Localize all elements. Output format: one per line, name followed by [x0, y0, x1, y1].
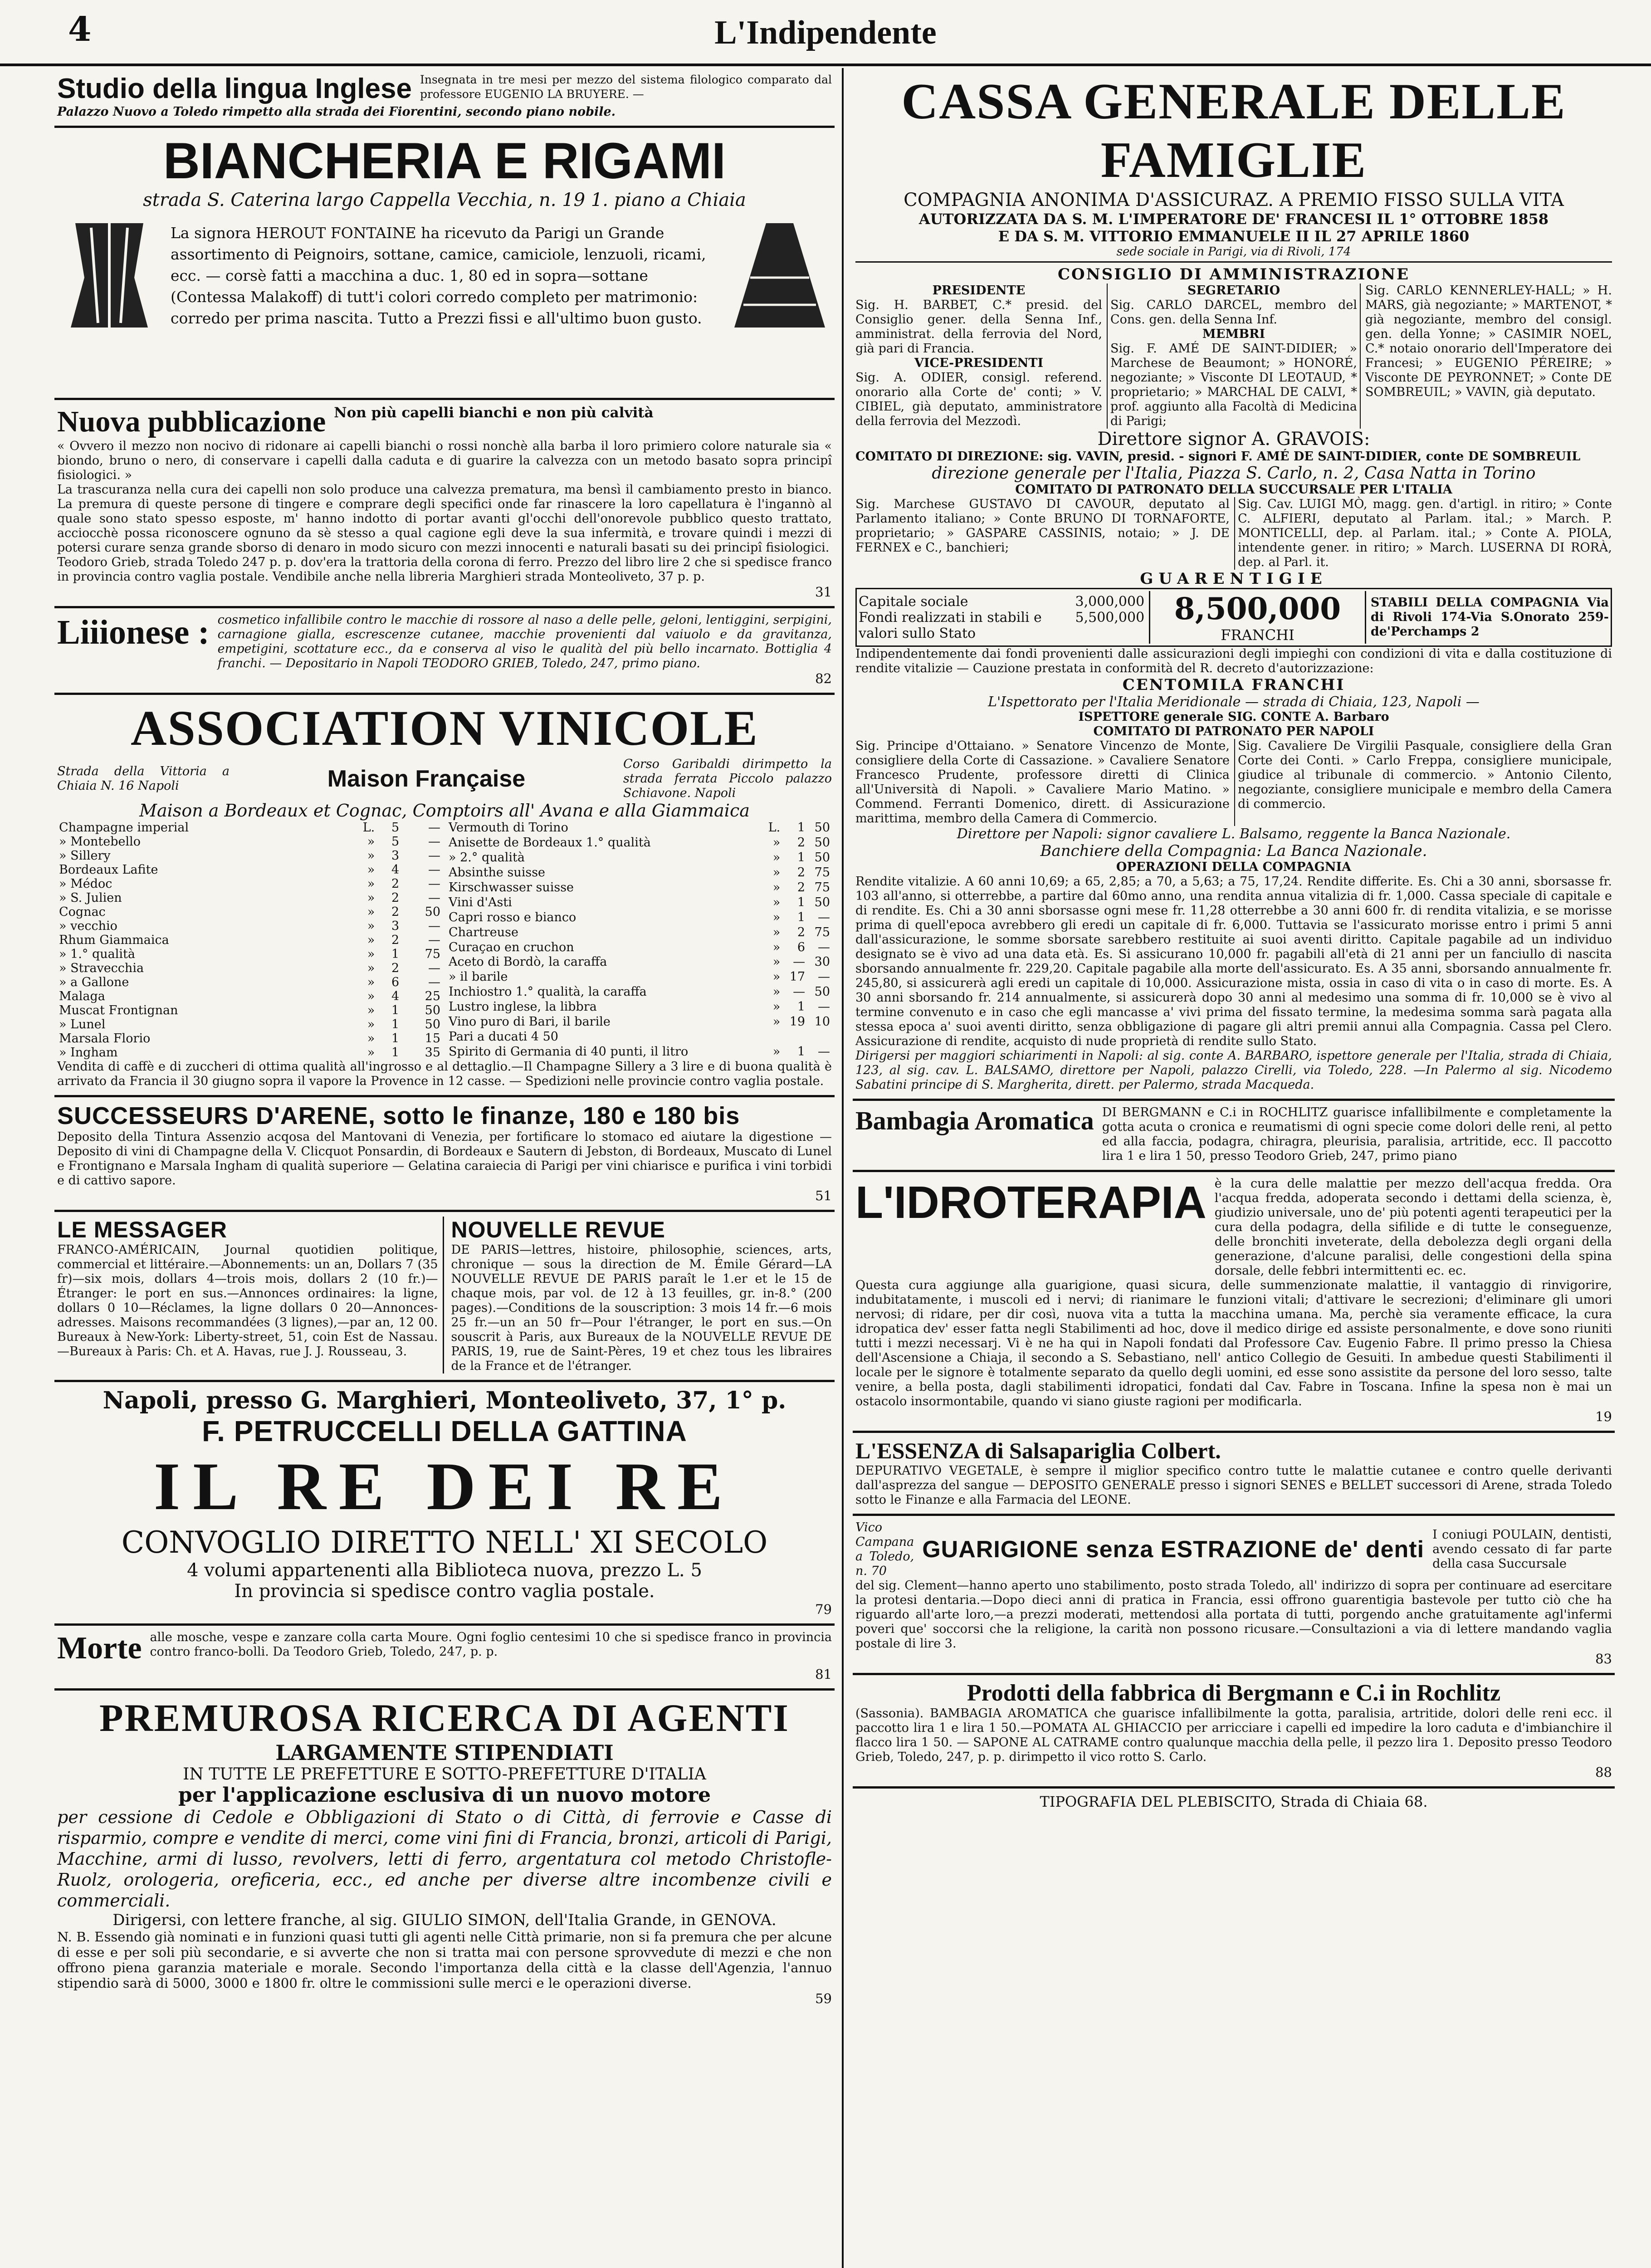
wine-price-cell: —	[818, 940, 830, 954]
ad-text: per cessione di Cedole e Obbligazioni di Stato o di Città, di ferrovie e Casse di risparmio, compre e vendite di merci, come vini fini di Francia, bronzi, articoli di Parigi, Macchine, armi di lusso, revolvers, letti di ferro, argentatura col metodo Christofle-Ruolz, orologeria, oreficeria, ecc., ed anche per diverse altre incombenze civili e commerciali.	[57, 1807, 832, 1911]
wine-price-cell: 50	[814, 835, 830, 850]
naples-director: Direttore per Napoli: signor cavaliere L. Balsamo, reggente la Banca Nazionale.	[957, 826, 1511, 842]
wine-price-cell: »	[367, 1031, 375, 1046]
ad-title: Morte	[57, 1631, 142, 1666]
wine-price-cell: 50	[814, 985, 830, 999]
wine-price-row	[447, 910, 832, 925]
wine-price-cell: 2	[391, 905, 400, 919]
secretary-heading: SEGRETARIO	[1187, 284, 1280, 298]
wine-price-row	[447, 1045, 832, 1060]
wine-price-row	[57, 1003, 442, 1017]
wine-price-cell: »	[772, 895, 781, 909]
secretary-text: Sig. CARLO DARCEL, membro del Cons. gen. della Senna Inf.	[1110, 298, 1357, 327]
funds-label: Fondi realizzati in stabili e valori sullo Stato	[859, 609, 1042, 641]
wine-name: Chartreuse	[449, 925, 519, 939]
ad-liliionese	[54, 608, 835, 695]
wine-name: » il barile	[449, 970, 508, 984]
ad-title: ASSOCIATION VINICOLE	[131, 700, 758, 756]
wine-price-row	[57, 989, 442, 1003]
wine-price-cell	[807, 1030, 832, 1045]
wine-price-row	[57, 821, 442, 835]
province-line: In provincia si spedisce contro vaglia postale.	[234, 1581, 655, 1602]
capital-label: Capitale sociale	[859, 593, 968, 610]
wine-price-row	[447, 1015, 832, 1030]
wine-price-row	[447, 985, 832, 1000]
ad-guarigione	[853, 1516, 1615, 1675]
wine-price-cell: 1	[391, 1046, 400, 1060]
wine-price-cell	[762, 1030, 782, 1045]
ad-line-3: per l'applicazione esclusiva di un nuovo motore	[178, 1784, 711, 1807]
wine-name: Absinthe suisse	[449, 865, 546, 880]
wine-price-cell: —	[818, 970, 830, 984]
wine-price-cell: »	[367, 947, 375, 961]
members-heading: MEMBRI	[1202, 327, 1265, 341]
wine-name: Muscat Frontignan	[59, 1003, 178, 1017]
inspectorate: L'Ispettorato per l'Italia Meridionale — strada di Chiaia, 123, Napoli —	[988, 694, 1480, 710]
wine-price-cell: 2	[391, 933, 400, 947]
authorization-1: AUTORIZZATA DA S. M. L'IMPERATORE DE' FRANCESI IL 1° OTTOBRE 1858	[918, 210, 1549, 228]
wine-price-cell: »	[367, 863, 375, 877]
wine-price-cell: 5	[391, 835, 400, 849]
wine-price-cell: 75	[814, 925, 830, 939]
wine-name: » vecchio	[59, 919, 117, 933]
ad-side: I coniugi POULAIN, dentisti, avendo cessato di far parte della casa Succursale	[1432, 1528, 1612, 1571]
authorization-2: E DA S. M. VITTORIO EMMANUELE II IL 27 APRILE 1860	[998, 228, 1470, 245]
wine-price-cell: —	[428, 877, 440, 891]
wine-price-cell: 2	[391, 961, 400, 975]
ad-title: L'ESSENZA di Salsapariglia Colbert.	[855, 1438, 1221, 1463]
ad-body: La trascuranza nella cura dei capelli non solo produce una calvezza prematura, ma bensì il cambiamento presto in bianco. La premura di queste persone di tingere e comprare degli specifici onde far rinascere la loro capellatura è l'ingannò al quale sono stato spesso esposte, m' hanno indotto di portar avanti gl'occhi dell'onorevole pubblico questo trattato, acciocchè possa riconoscere ognuno da sè stesso a qual cagione egli deve la sua infermità, e trovare quindi i mezzi di potersi curare senza grande sborso di denaro in modo sicuro con mezzi innocenti e naturali basati su dei principî fisiologici.	[57, 483, 832, 555]
wine-price-cell: »	[367, 849, 375, 863]
ad-cassa-generale	[853, 68, 1615, 1101]
company-buildings: STABILI DELLA COMPAGNIA Via di Rivoli 174-Via S.Onorato 259-de'Perchamps 2	[1370, 596, 1609, 639]
wine-price-cell: 1	[391, 1003, 400, 1017]
wine-price-cell: 17	[789, 970, 806, 984]
wine-price-row	[447, 850, 832, 865]
ad-line-1: LARGAMENTE STIPENDIATI	[275, 1740, 614, 1765]
ad-title: BIANCHERIA E RIGAMI	[163, 132, 726, 189]
vice-heading: VICE-PRESIDENTI	[914, 356, 1044, 370]
wine-price-cell: »	[772, 910, 781, 924]
inspector: ISPETTORE generale SIG. CONTE A. Barbaro	[1078, 710, 1389, 724]
wine-price-cell: »	[772, 925, 781, 939]
ad-title: PREMUROSA RICERCA DI AGENTI	[99, 1696, 790, 1740]
ad-address: Vico Campana a Toledo, n. 70	[855, 1520, 914, 1578]
wine-price-cell: »	[367, 905, 375, 919]
wine-price-cell: 50	[814, 850, 830, 865]
wine-price-cell: —	[818, 910, 830, 924]
right-address: Corso Garibaldi dirimpetto la strada ferrata Piccolo palazzo Schiavone. Napoli	[623, 757, 832, 800]
page-number: 4	[68, 10, 92, 49]
ad-title: Prodotti della fabbrica di Bergmann e C.i in Rochlitz	[967, 1680, 1501, 1706]
ad-title: NOUVELLE REVUE	[451, 1217, 665, 1242]
wine-price-cell: 75	[814, 865, 830, 880]
wine-name: Bordeaux Lafite	[59, 863, 158, 877]
wine-price-cell: —	[428, 849, 440, 863]
wine-price-row	[447, 865, 832, 880]
wine-name: Marsala Florio	[59, 1031, 151, 1046]
wine-price-cell: —	[428, 975, 440, 989]
wine-price-cell: —	[428, 961, 440, 975]
ad-messager-nouvelle-revue	[54, 1212, 835, 1382]
wine-price-row	[57, 919, 442, 933]
ad-body: Questa cura aggiunge alla guarigione, quasi sicura, delle summenzionate malattie, il vantaggio di rinvigorire, indubitatamente, i muscoli ed i nervi; di rianimare le funzioni vitali; d'attivare le secrezioni; d'eliminare gli umori nervosi; di ridare, per dir così, nuova vita a tutta la macchina umana. Ma, perchè sia veramente efficace, la cura idropatica dev' esser fatta negli Stabilimenti ad hoc, dove il medico dirige ed assiste personalmente, e dove sono riuniti tutti i mezzi necessarj. Vi è ne ha qui in Napoli fondati dal Professore Cav. Eugenio Fabre. Il primo presso la Chiesa dell'Ascensione a Chiaja, il secondo a S. Sebastiano, nell' antico Collegio de Gesuiti. In ambedue questi Stabilimenti il locale per le signore è totalmente separato da quello degli uomini, ed esse sono assistite da persone del loro sesso, talte venire, a bella posta, dagli stabilimenti idropatici, fondati dal Cav. Fabre in Toscana. Infine la spesa non è mai un ostacolo insormontabile, quando vi siano giuste ragioni per modificarla.	[855, 1278, 1612, 1408]
president-text: Sig. H. BARBET, C.* presid. del Consiglio gener. della Senna Inf., amministrat. della ferrovia del Nord, già pari di Francia.	[855, 298, 1102, 356]
ad-title: CASSA GENERALE DELLE FAMIGLIE	[901, 73, 1566, 188]
wine-price-cell: L.	[362, 821, 375, 835]
ad-contact: Dirigersi, con lettere franche, al sig. GIULIO SIMON, dell'Italia Grande, in GENOVA.	[112, 1911, 777, 1929]
newspaper-title: L'Indipendente	[714, 14, 937, 51]
wine-price-cell: »	[367, 877, 375, 891]
ad-text: alle mosche, vespe e zanzare colla carta Moure. Ogni foglio centesimi 10 che si spedisce franco in provincia contro franco-bolli. Da Teodoro Grieb, Toledo, 247, p. p.	[150, 1630, 832, 1659]
wine-price-row	[57, 933, 442, 947]
ad-title: Bambagia Aromatica	[855, 1106, 1094, 1135]
wine-price-cell: 15	[425, 1031, 440, 1046]
wine-name: Vermouth di Torino	[449, 821, 568, 835]
wine-name: » Montebello	[59, 835, 141, 849]
wine-price-cell: 1	[797, 910, 806, 924]
ad-petruccelli	[54, 1382, 835, 1626]
ad-association-vinicole	[54, 695, 835, 1097]
ad-number: 31	[815, 584, 832, 600]
wine-price-cell: —	[793, 985, 806, 999]
ad-number: 79	[815, 1602, 832, 1617]
wine-price-cell: 3	[391, 849, 400, 863]
ad-line-2: IN TUTTE LE PREFETTURE E SOTTO-PREFETTURE D'ITALIA	[183, 1765, 706, 1784]
board-heading: CONSIGLIO DI AMMINISTRAZIONE	[1057, 265, 1410, 284]
wine-name: Malaga	[59, 989, 105, 1003]
wine-price-cell: »	[772, 940, 781, 954]
ad-morte	[54, 1626, 835, 1691]
ad-biancheria	[54, 128, 835, 400]
wine-price-row	[57, 975, 442, 989]
wine-price-cell: »	[367, 989, 375, 1003]
ad-title: LE MESSAGER	[57, 1217, 227, 1242]
wine-price-row	[57, 891, 442, 905]
wine-price-cell: —	[428, 863, 440, 877]
wine-name: Rhum Giammaica	[59, 933, 169, 947]
hundred-thousand-francs: CENTOMILA FRANCHI	[1122, 676, 1345, 694]
wine-price-cell: 1	[391, 947, 400, 961]
capital-value: 3,000,000	[1075, 593, 1145, 610]
ad-title: GUARIGIONE senza ESTRAZIONE de' denti	[922, 1536, 1425, 1563]
patronage-right: Sig. Cav. LUIGI MÒ, magg. gen. d'artigl. in ritiro; » Conte C. ALFIERI, deputato al Parlam. ital.; » March. P. MONTICELLI, dep. al Parlam. ital.; » Conte A. PIOLA, intendente gener. in ritiro; » March. LUSERNA DI RORÀ, dep. al Parl. it.	[1234, 497, 1612, 570]
wine-price-cell: L.	[768, 821, 781, 835]
wine-price-cell: 1	[797, 895, 806, 909]
wine-price-cell: 2	[797, 835, 806, 850]
wine-price-cell: »	[772, 1045, 781, 1059]
wine-name: » S. Julien	[59, 891, 122, 905]
wine-name: Inchiostro 1.° qualità, la caraffa	[449, 985, 647, 999]
ad-title: Nuova pubblicazione	[57, 405, 326, 438]
wine-price-cell: 3	[391, 919, 400, 933]
wine-name: Pari a ducati 4 50	[449, 1030, 558, 1044]
wine-price-cell: »	[772, 1015, 781, 1029]
ad-footer: Vendita di caffè e di zuccheri di ottima qualità all'ingrosso e al dettaglio.—Il Champagne Sillery a 3 lire e di buona qualità è arrivato da Francia il 30 giugno sopra il vapore la Provence in 12 casse. — Spedizioni nelle provincie contro vaglia postale.	[57, 1060, 832, 1088]
wine-price-cell: »	[367, 1017, 375, 1031]
ad-nouvelle-revue	[451, 1217, 832, 1374]
wine-price-cell: 2	[797, 880, 806, 894]
ad-intro: è la cura delle malattie per mezzo dell'acqua fredda. Ora l'acqua fredda, adoperata secondo i dettami della scienza, è, giudizio universale, uno de' più potenti agenti terapeutici per la cura della podagra, della sifilide e di tutte le conseguenze, delle bronchiti inveterate, della debolezza degli organi della generazione, d'alcune paralisi, delle congestioni della spina dorsale, delle febbri intermittenti ec. ec.	[1214, 1177, 1612, 1278]
wine-price-cell: 50	[814, 821, 830, 835]
wine-name: Kirschwasser suisse	[449, 880, 574, 894]
direction-committee: COMITATO DI DIREZIONE: sig. VAVIN, presid. - signori F. AMÉ DE SAINT-DIDIER, conte DE SOMBREUIL	[855, 450, 1581, 464]
author-line: F. PETRUCCELLI DELLA GATTINA	[202, 1415, 687, 1447]
ad-quote: « Ovvero il mezzo non nocivo di ridonare ai capelli bianchi o rossi nonchè alla barba il loro primiero colore naturale sia « biondo, bruno o nero, di conservare i capelli dalla caduta e di guarire la calvezza con un metodo basato sopra principî fisiologici. »	[57, 439, 832, 482]
wine-price-cell: 25	[425, 989, 440, 1003]
ad-text: La signora HEROUT FONTAINE ha ricevuto da Parigi un Grande assortimento di Peignoirs, sottane, camice, camiciole, lenzuoli, ricami, ecc. — corsè fatti a macchina a duc. 1, 80 ed in sopra—sottane (Contessa Malakoff) di tutt'i colori corredo completo per matrimonio: corredo per prima nascita. Tutto a Prezzi fissi e all'ultimo buon gusto.	[171, 224, 706, 327]
left-column	[54, 68, 835, 2268]
ad-text: Insegnata in tre mesi per mezzo del sistema filologico comparato dal professore EUGENIO LA BRUYERE. —	[420, 73, 832, 101]
seat: sede sociale in Parigi, via di Rivoli, 174	[1116, 245, 1351, 259]
patronage-left: Sig. Marchese GUSTAVO DI CAVOUR, deputato al Parlamento italiano; » Conte BRUNO DI TORNAFORTE, proprietario; » GASPARE CASSINIS, notaio; » J. DE FERNEX e C., banchieri;	[855, 497, 1230, 555]
wine-name: Spirito di Germania di 40 punti, il litro	[449, 1045, 689, 1059]
wine-price-row	[57, 961, 442, 975]
wine-price-cell: 50	[425, 1003, 440, 1017]
total-capital: 8,500,000	[1174, 591, 1341, 626]
wine-price-cell: 1	[797, 821, 806, 835]
ad-text: DEPURATIVO VEGETALE, è sempre il miglior specifico contro tutte le malattie cutanee e contro quelle derivanti dall'asprezza del sangue — DEPOSITO GENERALE presso i signori SENES e BELLET successori di Arene, strada Toledo sotto le Finanze e alla Farmacia del LEONE.	[855, 1464, 1612, 1507]
wine-price-cell: 10	[814, 1015, 830, 1029]
naples-committee-heading: COMITATO DI PATRONATO PER NAPOLI	[1093, 724, 1374, 738]
naples-right: Sig. Cavaliere De Virgilii Pasquale, consigliere della Gran Corte dei Conti. » Carlo Freppa, consigliere municipale, giudice al tribunale di commercio. » Antonio Cilento, negoziante, consigliere municipale e membro della Camera di commercio.	[1234, 739, 1612, 826]
wine-price-cell: 2	[391, 891, 400, 905]
ad-text: FRANCO-AMÉRICAIN, Journal quotidien politique, commercial et littéraire.—Abonnements: un an, Dollars 7 (35 fr)—six mois, dollars 4—trois mois, dollars 2 (10 fr.)—Étranger: le port en sus.—Annonces ordinaires: la ligne, dollars 0 10—Réclames, la ligne dollars 0 20—Annonces-adresses. Maisons recommandées (3 lignes),—par an, 12 00. Bureaux à New-York: Liberty-street, 51, coin Est de Nassau.—Bureaux à Paris: Ch. et A. Havas, rue J. J. Rousseau, 3.	[57, 1243, 438, 1359]
wine-price-cell: »	[772, 955, 781, 969]
wine-price-cell: 19	[789, 1015, 806, 1029]
wine-name: Cognac	[59, 905, 106, 919]
wine-price-cell: 50	[425, 905, 440, 919]
wine-name: Anisette de Bordeaux 1.° qualità	[449, 835, 651, 850]
wine-price-cell: 2	[797, 865, 806, 880]
funds-value: 5,500,000	[1075, 609, 1145, 626]
ad-essenza	[853, 1433, 1615, 1516]
wine-price-table-left	[57, 821, 442, 1060]
wine-price-cell: —	[428, 821, 440, 835]
ad-prodotti	[853, 1675, 1615, 1789]
ad-title: SUCCESSEURS D'ARENE, sotto le finanze, 180 e 180 bis	[57, 1102, 740, 1129]
wine-price-cell: »	[367, 975, 375, 989]
wine-price-cell: 6	[391, 975, 400, 989]
wine-price-cell: »	[367, 891, 375, 905]
wine-price-cell: »	[772, 865, 781, 880]
wine-name: » a Gallone	[59, 975, 129, 989]
ad-address: Palazzo Nuovo a Toledo rimpetto alla strada dei Fiorentini, secondo piano nobile.	[57, 105, 616, 119]
wine-price-row	[447, 1030, 832, 1045]
ad-subtitle: COMPAGNIA ANONIMA D'ASSICURAZ. A PREMIO FISSO SULLA VITA	[904, 190, 1564, 210]
wine-name: Curaçao en cruchon	[449, 940, 574, 954]
ad-messager	[57, 1217, 444, 1374]
members-col3: Sig. CARLO KENNERLEY-HALL; » H. MARS, già negoziante; » MARTENOT, * già negoziante, membro del consigl. gen. della Yonne; » CASIMIR NOEL, C.* notaio onorario dell'Imperatore dei Francesi; » EUGENIO PÉREIRE; » Visconte DE PEYRONNET; » Conte DE SOMBREUIL; » VAVIN, già deputato.	[1365, 284, 1612, 399]
italy-direction: direzione generale per l'Italia, Piazza S. Carlo, n. 2, Casa Natta in Torino	[932, 464, 1536, 483]
wine-price-cell: 1	[797, 1000, 806, 1014]
capital-box	[855, 588, 1612, 647]
wine-price-cell: 6	[797, 940, 806, 954]
column-divider	[842, 68, 844, 2268]
wine-price-row	[447, 970, 832, 985]
left-address: Strada della Vittoria a Chiaia N. 16 Napoli	[57, 764, 230, 793]
wine-price-table-right	[447, 821, 832, 1060]
patronage-heading: COMITATO DI PATRONATO DELLA SUCCURSALE PER L'ITALIA	[1015, 483, 1452, 497]
ad-title: Liiionese :	[57, 613, 210, 651]
wine-price-row	[57, 1031, 442, 1046]
contact-text: Dirigersi per maggiori schiarimenti in Napoli: al sig. conte A. BARBARO, ispettore generale per l'Italia, strada di Chiaia, 123, al sig. cav. L. BALSAMO, direttore per Napoli, palazzo Cirelli, via Toledo, 228. —In Palermo al sig. Nicodemo Sabatini principe di S. Margherita, dirett. per Palermo, strada Macqueda.	[855, 1049, 1612, 1092]
wine-price-row	[57, 835, 442, 849]
wine-price-row	[447, 880, 832, 895]
wine-name: » Médoc	[59, 877, 112, 891]
wine-price-cell: —	[428, 835, 440, 849]
wine-price-row	[57, 863, 442, 877]
board-members	[855, 284, 1612, 429]
wine-price-cell: 2	[797, 925, 806, 939]
ad-headline: Non più capelli bianchi e non più calvità	[334, 405, 654, 421]
wine-price-row	[57, 1046, 442, 1060]
ad-title: Studio della lingua Inglese	[57, 73, 412, 104]
wine-price-cell: 4	[391, 863, 400, 877]
right-column	[853, 68, 1615, 2268]
vice-text: Sig. A. ODIER, consigl. referend. onorario alla Corte de' conti; » V. CIBIEL, già deputato, amministratore della ferrovia del Mezzodì.	[855, 371, 1102, 428]
ad-successeurs-arene	[54, 1097, 835, 1212]
wine-price-cell: »	[772, 970, 781, 984]
naples-left: Sig. Principe d'Ottaiano. » Senatore Vincenzo de Monte, consigliere della Corte di Cassazione. » Cavaliere Senatore Francesco Prudente, professore diretti di Clinica all'Università di Napoli. » Cavaliere Mario Matino. » Commend. Ferranti Domenico, dirett. di Assicurazione marittima, membro della Camera di Commercio.	[855, 739, 1230, 826]
wine-price-cell: »	[367, 835, 375, 849]
wine-price-row	[447, 821, 832, 836]
wine-price-cell: 75	[814, 880, 830, 894]
ad-text: DE PARIS—lettres, histoire, philosophie, sciences, arts, chronique — sous la direction de M. Émile Gérard—LA NOUVELLE REVUE DE PARIS paraît le 1.er et le 15 de chaque mois, par vol. de 12 à 13 feuilles, gr. in-8.° (200 pages).—Conditions de la souscription: 3 mois 14 fr.—6 mois 25 fr.—un an 50 fr—Pour l'étranger, le port en sus.—On souscrit à Paris, aux Bureaux de la NOUVELLE REVUE DE PARIS, 19, rue de Saint-Pères, 19 et chez tous les libraires de la France et de l'étranger.	[451, 1243, 832, 1373]
wine-price-row	[447, 940, 832, 955]
wine-price-cell: —	[428, 933, 440, 947]
ad-idroterapia	[853, 1172, 1615, 1433]
ad-text: del sig. Clement—hanno aperto uno stabilimento, posto strada Toledo, all' indirizzo di sopra per continuare ad esercitare la protesi dentaria.—Dopo dieci anni di pratica in Francia, essi offrono guarentigia bastevole per tutto ciò che ha riguardo all'arte loro,—a prezzi moderati, mettendosi alla portata di tutti, porgendo anche gratuitamente agl'infermi poveri que' soccorsi che la religione, la carità non possono ricusare.—Consultazioni a via di lettere mandando vaglia postale di lire 3.	[855, 1579, 1612, 1651]
wine-name: Aceto di Bordò, la caraffa	[449, 955, 607, 969]
ad-studio-inglese	[54, 68, 835, 128]
ad-text: Deposito della Tintura Assenzio acqosa del Mantovani di Venezia, per fortificare lo stomaco ed aiutare la digestione — Deposito di vini di Champagne della V. Clicquot Ponsardin, di Bordeaux e Sautern di Jebston, di Bordeaux, Muscato di Lunel e Frontignano e Marsala Ingham di qualità superiore — Gelatina caraiecia di Parigi per vini chiarisce e purifica i vini torbidi e di cattivo sapore.	[57, 1130, 832, 1188]
book-subtitle: CONVOGLIO DIRETTO NELL' XI SECOLO	[121, 1525, 768, 1560]
wine-price-cell: 1	[391, 1031, 400, 1046]
wine-price-cell: »	[772, 835, 781, 850]
wine-price-row	[447, 925, 832, 940]
ad-text: DI BERGMANN e C.i in ROCHLITZ guarisce infallibilmente e completamente la gotta acuta o cronica e reumatismi di ogni specie come dolori delle reni, al petto ed alla faccia, podagra, chiragra, pleurisia, paralisia, artritide, ecc. Il paccotto lira 1 e lira 1 50, presso Teodoro Grieb, 247, primo piano	[1102, 1105, 1612, 1163]
publisher-line: Napoli, presso G. Marghieri, Monteoliveto, 37, 1° p.	[103, 1387, 786, 1414]
wine-price-row	[57, 877, 442, 891]
wine-name: Vini d'Asti	[449, 895, 512, 909]
ad-text: cosmetico infallibile contro le macchie di rossore al naso a delle pelle, geloni, lentiggini, serpigini, carnagione gialla, escrescenze cutanee, macchie provenienti dal vaiuolo e da gravitanza, empetigini, scottature ecc., da e conserva al viso le qualità del più bello incarnato. Bottiglia 4 franchi. — Depositario in Napoli TEODORO GRIEB, Toledo, 247, primo piano.	[217, 613, 832, 670]
wine-price-cell: 35	[425, 1046, 440, 1060]
wine-price-row	[57, 849, 442, 863]
members-text: Sig. F. AMÉ DE SAINT-DIDIER; » Marchese de Beaumont; » HONORÉ, negoziante; » Visconte DI LEOTAUD, * proprietario; » MARCHAL DE CALVI, * prof. aggiunto alla Facoltà di Medicina di Parigi;	[1110, 342, 1357, 428]
book-title: IL RE DEI RE	[153, 1449, 736, 1524]
wine-price-cell: 50	[814, 895, 830, 909]
ad-nuova-pubblicazione	[54, 400, 835, 608]
wine-name: Capri rosso e bianco	[449, 910, 576, 924]
wine-price-cell: »	[367, 961, 375, 975]
wine-name: Vino puro di Bari, il barile	[449, 1015, 611, 1029]
ad-number: 88	[1595, 1765, 1612, 1780]
wine-price-cell	[782, 1030, 807, 1045]
wine-price-row	[447, 955, 832, 970]
director: Direttore signor A. GRAVOIS:	[1097, 429, 1370, 450]
wine-price-cell: 50	[425, 1017, 440, 1031]
wine-name: » 1.° qualità	[59, 947, 135, 961]
wine-name: » 2.° qualità	[449, 850, 525, 865]
maison-francaise: Maison Française	[327, 766, 526, 792]
ad-number: 51	[815, 1188, 832, 1203]
ad-subtitle: Maison a Bordeaux et Cognac, Comptoirs all' Avana e alla Giammaica	[139, 801, 750, 821]
ad-text: (Sassonia). BAMBAGIA AROMATICA che guarisce infallibilmente la gotta, paralisia, artritide, dolori delle reni ecc. il paccotto lira 1 e lira 1 50.—POMATA AL GHIACCIO per arricciare i capelli ed impedire la loro caduta e d'imbianchire il flacco lira 1 50. — SAPONE AL CATRAME contro qualunque macchia della pelle, il pezzo lira 1. Deposito presso Teodoro Grieb, Toledo, 247, p. p. dirimpetto il vico rotto S. Carlo.	[855, 1706, 1612, 1764]
operations-text: Rendite vitalizie. A 60 anni 10,69; a 65, 2,85; a 70, a 5,63; a 75, 17,24. Rendite differite. Es. Chi a 30 anni, sborsasse fr. 103 all'anno, si otterrebbe, a partire dal 60mo anno, una rendita annua vitalizia di fr. 1,000. Cassa speciale di capitale e di rendite. Es. Chi a 30 anni sborsasse ogni mese fr. 11,28 otterrebbe a 30 anni 600 fr. di rendita vitalizia, e se morisse prima di quell'epoca avrebbero gli eredi un capitale di fr. 6,000. Tuttavia se l'assicurato morisse entro i primi 5 anni dall'assicurazione, le somme sborsate sarebbero restituite ai suoi aventi diritto. Capitale pagabile ad un individuo designato se è vivo ad una data età. Es. Si assicurano 10,000 fr. pagabili all'età di 21 anni per un fanciullo di nascita sborsando annualmente fr. 229,20. Capitale pagabile alla morte dell'assicurato. Es. A 35 anni, sborsando annualmente fr. 245,80, si assicurerà agli eredi un capitale di 10,000. Assicurazione mista, ossia in caso di vita o in caso di morte. Es. A 30 anni sborsando fr. 214 annualmente, si assicurerà dopo 30 anni al medesimo una somma di fr. 10,000 se è vivo al termine convenuto e in caso che egli mancasse a' vivi prima del fissato termine, la medesima somma sarà pagata alla stessa epoca a' suoi aventi diritto, senza obbligazione di pagare gli altri premii annui alla Compagnia. Cassa pel Clero. Assicurazione di rendite, acquisto di nude proprietà di rendite sullo Stato.	[855, 875, 1612, 1048]
wine-price-cell: »	[772, 850, 781, 865]
wine-price-cell: »	[367, 933, 375, 947]
wine-price-cell: 2	[391, 877, 400, 891]
wine-price-cell: —	[428, 891, 440, 905]
wine-price-cell: —	[793, 955, 806, 969]
wine-price-row	[447, 836, 832, 850]
wine-price-cell: 5	[391, 821, 400, 835]
wine-price-cell: —	[818, 1045, 830, 1059]
ad-number: 83	[1595, 1651, 1612, 1667]
francs-label: FRANCHI	[1221, 626, 1294, 644]
wine-price-cell: »	[367, 1003, 375, 1017]
ad-number: 19	[1595, 1409, 1612, 1424]
wine-price-cell: 1	[797, 1045, 806, 1059]
wine-price-row	[447, 895, 832, 910]
ad-footer: Teodoro Grieb, strada Toledo 247 p. p. dov'era la trattoria della corona di ferro. Prezzo del libro lire 2 che si spedisce franco in provincia contro vaglia postale. Vendibile anche nella libreria Marghieri strada Monteoliveto, 37 p. p.	[57, 555, 832, 584]
wine-price-cell: 1	[391, 1017, 400, 1031]
wine-price-cell: »	[772, 880, 781, 894]
printer-line: TIPOGRAFIA DEL PLEBISCITO, Strada di Chiaia 68.	[1040, 1793, 1428, 1810]
wine-price-cell: 75	[425, 947, 440, 961]
guarantees-heading: GUARENTIGIE	[1140, 570, 1328, 588]
ad-bambagia	[853, 1101, 1615, 1172]
wine-price-cell: 4	[391, 989, 400, 1003]
guarantee-note: Indipendentemente dai fondi provenienti dalle assicurazioni degli impieghi con condizioni di vita e dalla costituzione di rendite vitalizie — Cauzione prestata in conformità del R. decreto d'autorizzazione:	[855, 647, 1612, 675]
ad-number: 59	[815, 1991, 832, 2006]
wine-price-cell: »	[367, 1046, 375, 1060]
president-heading: PRESIDENTE	[932, 284, 1026, 298]
wine-price-cell: 1	[797, 850, 806, 865]
wine-price-cell: 30	[814, 955, 830, 969]
wine-price-row	[57, 1017, 442, 1031]
wine-price-cell: »	[367, 919, 375, 933]
wine-name: Lustro inglese, la libbra	[449, 1000, 597, 1014]
ad-premurosa-ricerca	[54, 1691, 835, 2013]
wine-name: » Ingham	[59, 1046, 118, 1060]
ad-number: 82	[815, 671, 832, 686]
wine-price-cell: »	[772, 985, 781, 999]
volumes-line: 4 volumi appartenenti alla Biblioteca nuova, prezzo L. 5	[187, 1560, 702, 1581]
bank: Banchiere della Compagnia: La Banca Nazionale.	[1040, 842, 1427, 860]
wine-name: » Lunel	[59, 1017, 106, 1031]
wine-price-cell: —	[818, 1000, 830, 1014]
wine-price-row	[57, 905, 442, 919]
wine-name: » Sillery	[59, 849, 111, 863]
wine-price-row	[57, 947, 442, 961]
wine-price-cell: »	[772, 1000, 781, 1014]
petticoat-illustration	[728, 214, 832, 337]
wine-price-row	[447, 1000, 832, 1015]
wine-name: Champagne imperial	[59, 821, 189, 835]
wine-name: » Stravecchia	[59, 961, 144, 975]
page-header	[0, 0, 1651, 66]
ad-title: L'IDROTERAPIA	[855, 1177, 1206, 1228]
corset-illustration	[57, 214, 161, 337]
ad-note: N. B. Essendo già nominati e in funzioni quasi tutti gli agenti nelle Città primarie, non si fa premura che per alcune di esse e per soli più secondarie, e si avverte che non si tratta mai con persone sprovvedute di mezzi e che non offrono piena garanzia materiale e morale. Secondo l'importanza della città e la classe dell'Agenzia, l'annuo stipendio sarà di 5000, 3000 e 1800 fr. oltre le commissioni sulle merci e le operazioni diverse.	[57, 1929, 832, 1991]
ad-subtitle: strada S. Caterina largo Cappella Vecchia, n. 19 1. piano a Chiaia	[143, 190, 746, 210]
operations-heading: OPERAZIONI DELLA COMPAGNIA	[1116, 860, 1352, 874]
wine-price-cell: —	[428, 919, 440, 933]
ad-number: 81	[815, 1667, 832, 1682]
